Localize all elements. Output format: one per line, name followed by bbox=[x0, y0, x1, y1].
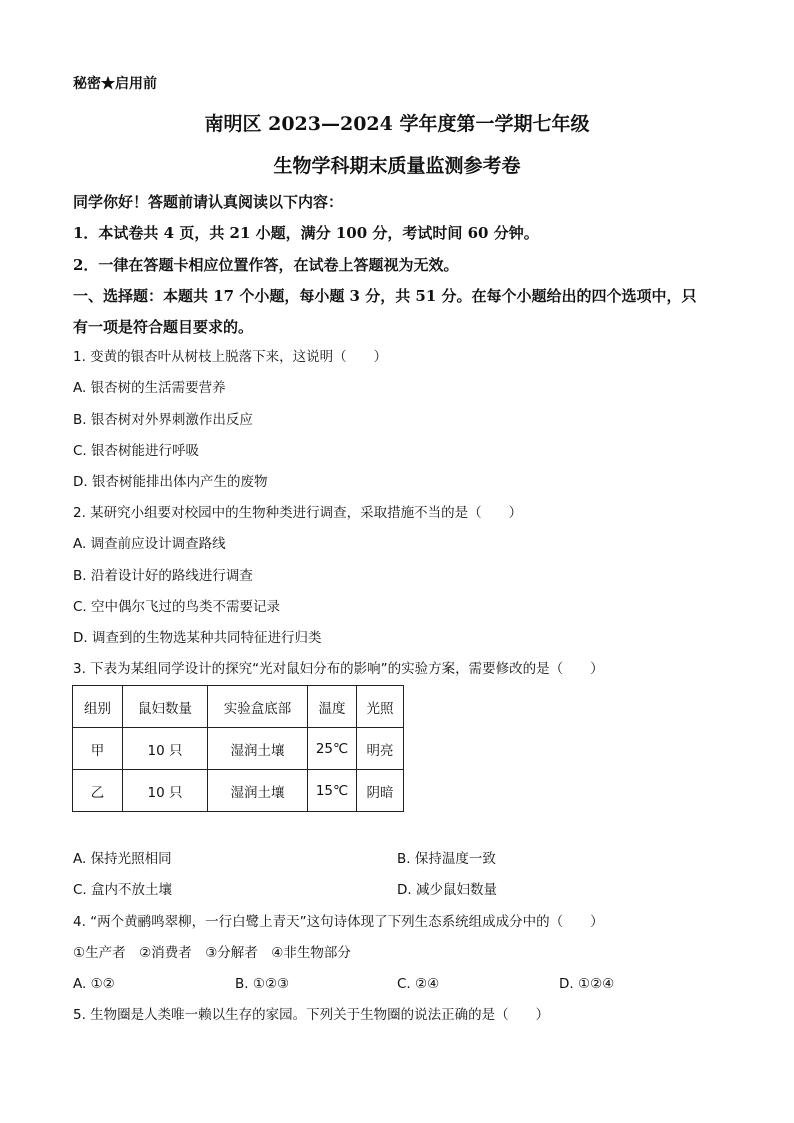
notice-item-2: 2．一律在答题卡相应位置作答，在试卷上答题视为无效。 bbox=[73, 256, 459, 274]
table-cell: 湿润土壤 bbox=[208, 770, 308, 812]
table-header-cell: 实验盒底部 bbox=[208, 686, 308, 728]
question-5-stem: 5. 生物圈是人类唯一赖以生存的家园。下列关于生物圈的说法正确的是（ ） bbox=[73, 1007, 550, 1023]
table-header-cell: 组别 bbox=[73, 686, 123, 728]
question-4-option-c: C. ②④ bbox=[397, 976, 440, 992]
question-1-option-c: C. 银杏树能进行呼吸 bbox=[73, 443, 200, 459]
notice-greeting: 同学你好！答题前请认真阅读以下内容： bbox=[73, 193, 344, 211]
table-cell: 10 只 bbox=[123, 728, 208, 770]
question-1-option-b: B. 银杏树对外界刺激作出反应 bbox=[73, 412, 253, 428]
section-heading-line1: 一、选择题：本题共 17 个小题，每小题 3 分，共 51 分。在每个小题给出的四个选项中，只 bbox=[73, 287, 697, 305]
question-4-option-b: B. ①②③ bbox=[235, 976, 290, 992]
question-4-option-d: D. ①②④ bbox=[559, 976, 615, 992]
question-2-option-c: C. 空中偶尔飞过的鸟类不需要记录 bbox=[73, 599, 281, 615]
table-cell: 15℃ bbox=[308, 770, 357, 812]
exam-title-line2: 生物学科期末质量监测参考卷 bbox=[273, 155, 521, 177]
question-4-option-a: A. ①② bbox=[73, 976, 115, 992]
question-2-option-b: B. 沿着设计好的路线进行调查 bbox=[73, 568, 253, 584]
table-header-cell: 鼠妇数量 bbox=[123, 686, 208, 728]
question-2-option-a: A. 调查前应设计调查路线 bbox=[73, 536, 226, 552]
question-4-components: ①生产者 ②消费者 ③分解者 ④非生物部分 bbox=[73, 945, 351, 961]
experiment-table bbox=[72, 685, 404, 812]
table-cell: 明亮 bbox=[357, 728, 404, 770]
question-1-option-d: D. 银杏树能排出体内产生的废物 bbox=[73, 474, 268, 490]
exam-title-line1: 南明区 2023—2024 学年度第一学期七年级 bbox=[204, 113, 590, 135]
question-2-stem: 2. 某研究小组要对校园中的生物种类进行调查，采取措施不当的是（ ） bbox=[73, 505, 523, 521]
table-header-cell: 温度 bbox=[308, 686, 357, 728]
table-cell: 甲 bbox=[73, 728, 123, 770]
question-1-option-a: A. 银杏树的生活需要营养 bbox=[73, 380, 226, 396]
question-3-option-d: D. 减少鼠妇数量 bbox=[397, 882, 497, 898]
question-4-stem: 4. “两个黄鹂鸣翠柳，一行白鹭上青天”这句诗体现了下列生态系统组成成分中的（ ） bbox=[73, 914, 604, 930]
table-row bbox=[73, 770, 404, 812]
table-header-cell: 光照 bbox=[357, 686, 404, 728]
question-2-option-d: D. 调查到的生物选某种共同特征进行归类 bbox=[73, 630, 322, 646]
section-heading-line2: 有一项是符合题目要求的。 bbox=[73, 318, 254, 336]
table-cell: 湿润土壤 bbox=[208, 728, 308, 770]
question-3-option-b: B. 保持温度一致 bbox=[397, 851, 496, 867]
notice-item-1: 1．本试卷共 4 页，共 21 小题，满分 100 分，考试时间 60 分钟。 bbox=[73, 224, 539, 242]
question-3-option-c: C. 盒内不放土壤 bbox=[73, 882, 173, 898]
question-3-stem: 3. 下表为某组同学设计的探究“光对鼠妇分布的影响”的实验方案，需要修改的是（ ） bbox=[73, 661, 604, 677]
table-cell: 10 只 bbox=[123, 770, 208, 812]
table-row bbox=[73, 728, 404, 770]
table-cell: 阴暗 bbox=[357, 770, 404, 812]
question-3-option-a: A. 保持光照相同 bbox=[73, 851, 172, 867]
table-cell: 乙 bbox=[73, 770, 123, 812]
question-1-stem: 1. 变黄的银杏叶从树枝上脱落下来，这说明（ ） bbox=[73, 349, 388, 365]
table-header-row bbox=[73, 686, 404, 728]
secret-mark: 秘密★启用前 bbox=[73, 76, 157, 92]
table-cell: 25℃ bbox=[308, 728, 357, 770]
